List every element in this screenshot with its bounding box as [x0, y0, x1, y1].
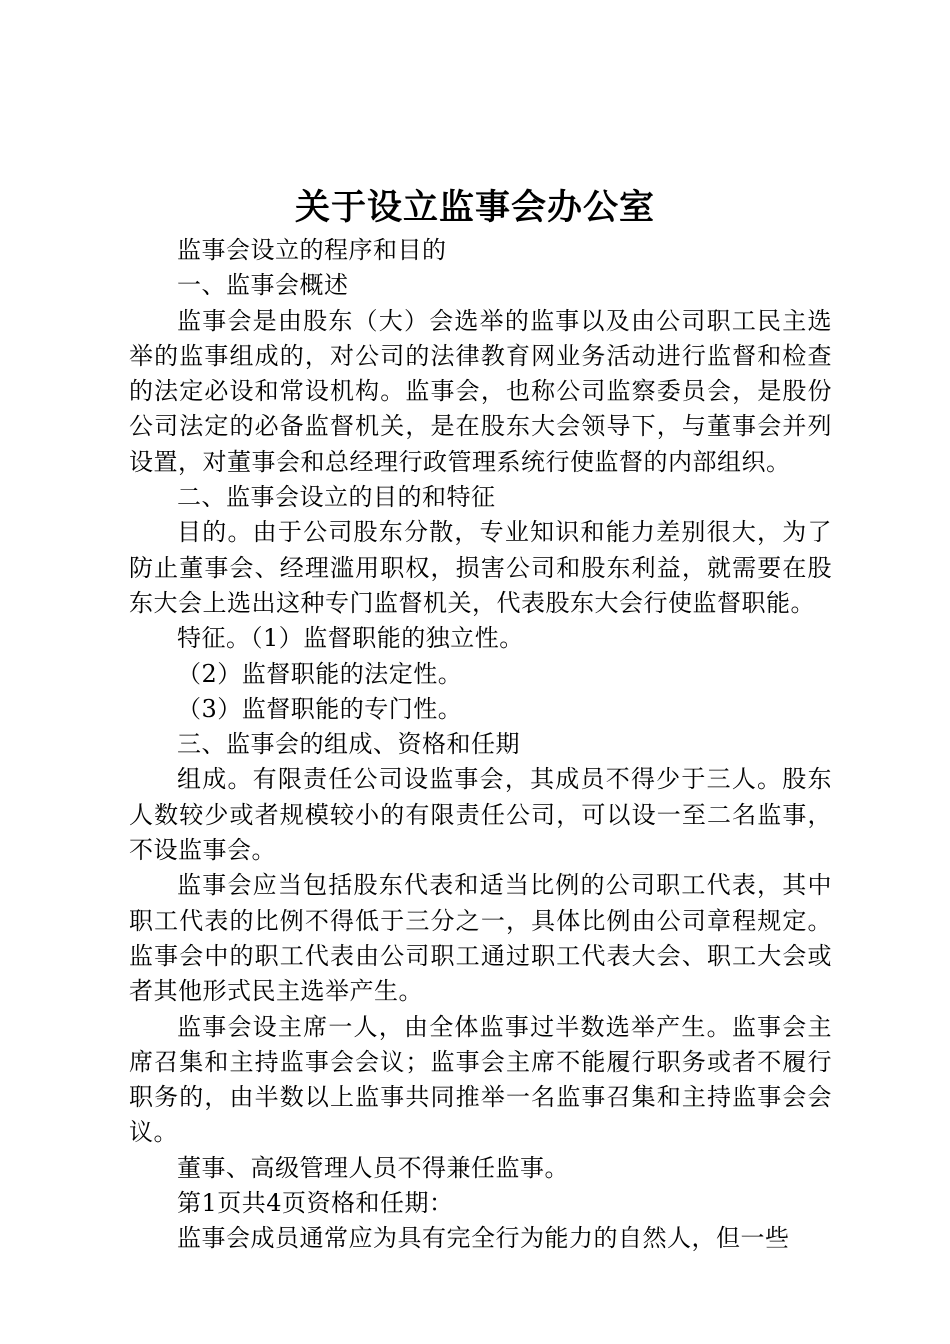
paragraph: 监事会设主席一人，由全体监事过半数选举产生。监事会主席召集和主持监事会会议；监事会主席不能履行职务或者不履行职务的，由半数以上监事共同推举一名监事召集和主持监事会会议。	[129, 1012, 832, 1147]
paragraph: 监事会应当包括股东代表和适当比例的公司职工代表，其中职工代表的比例不得低于三分之一，具体比例由公司章程规定。监事会中的职工代表由公司职工通过职工代表大会、职工大会或者其他形式民主选举产生。	[129, 871, 832, 1006]
paragraph: 监事会是由股东（大）会选举的监事以及由公司职工民主选举的监事组成的，对公司的法律教育网业务活动进行监督和检查的法定必设和常设机构。监事会，也称公司监察委员会，是股份公司法定的必备监督机关，是在股东大会领导下，与董事会并列设置，对董事会和总经理行政管理系统行使监督的内部组织。	[129, 306, 832, 476]
document-title: 关于设立监事会办公室	[294, 188, 655, 228]
paragraph: 特征。（1）监督职能的独立性。	[177, 624, 524, 653]
paragraph: （2）监督职能的法定性。	[177, 659, 463, 688]
document-body	[129, 233, 832, 1257]
paragraph: 监事会设立的程序和目的	[177, 236, 447, 264]
section-heading: 一、监事会概述	[177, 271, 349, 300]
paragraph: 目的。由于公司股东分散，专业知识和能力差别很大，为了防止董事会、经理滥用职权，损害公司和股东利益，就需要在股东大会上选出这种专门监督机关，代表股东大会行使监督职能。	[129, 518, 832, 617]
section-heading: 二、监事会设立的目的和特征	[177, 483, 496, 512]
paragraph: 监事会成员通常应为具有完全行为能力的自然人，但一些	[177, 1224, 790, 1253]
paragraph: 董事、高级管理人员不得兼任监事。	[177, 1153, 569, 1182]
section-heading: 三、监事会的组成、资格和任期	[177, 730, 520, 759]
page-footer-line: 第1页共4页资格和任期：	[177, 1189, 454, 1218]
paragraph: 组成。有限责任公司设监事会，其成员不得少于三人。股东人数较少或者规模较小的有限责任公司，可以设一至二名监事，不设监事会。	[129, 765, 832, 865]
paragraph: （3）监督职能的专门性。	[177, 694, 463, 723]
